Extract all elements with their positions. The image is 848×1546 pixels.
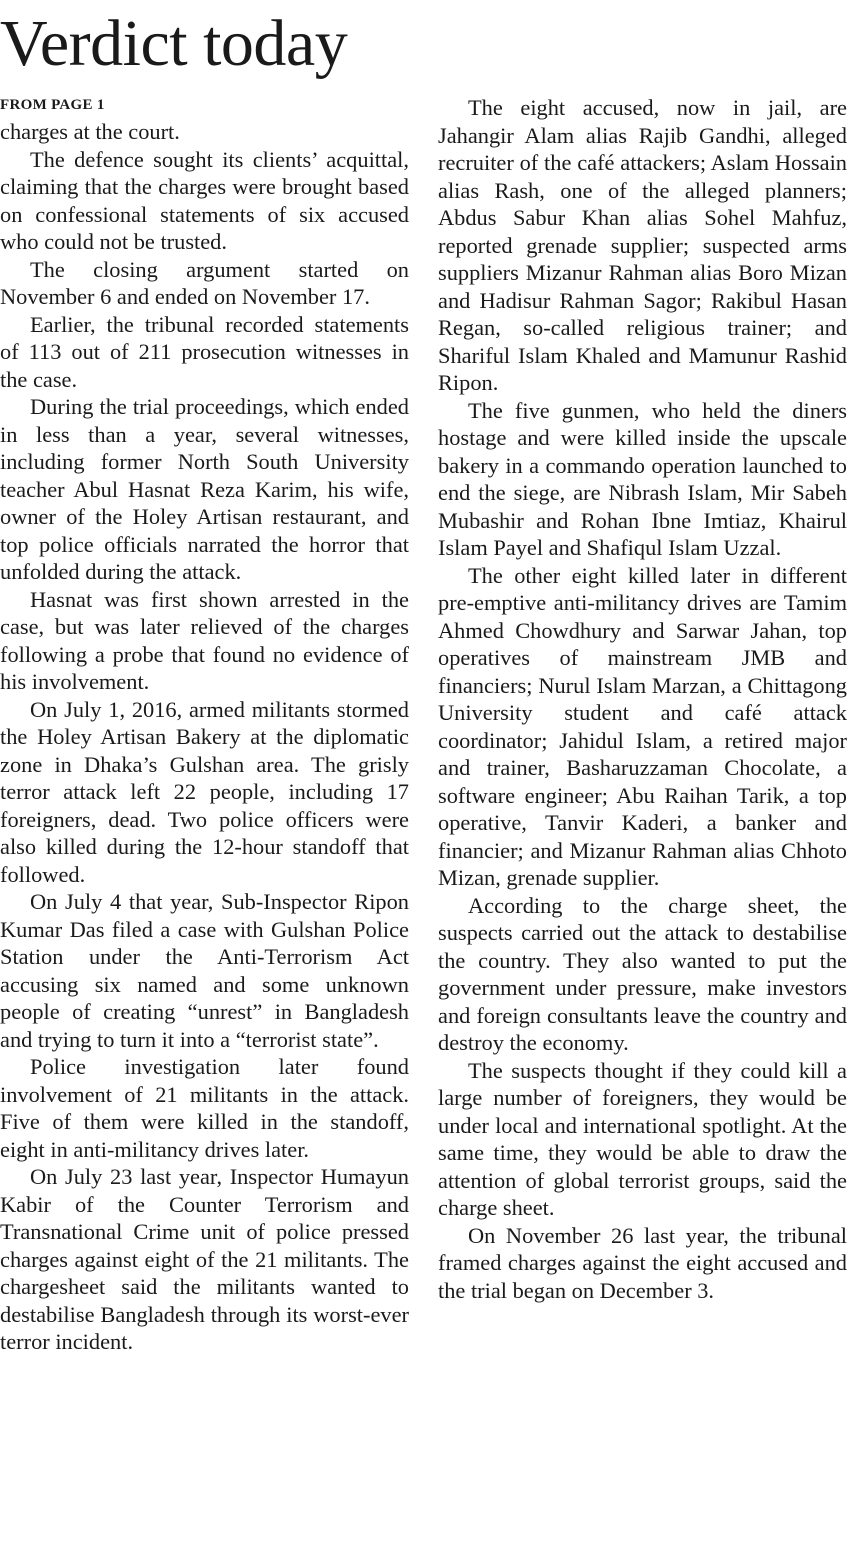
article-paragraph: During the trial proceedings, which ended in less than a year, several witnesses, including former North South University teacher Abul Hasnat Reza Karim, his wife, owner of the Holey Artisan restaurant, and top police officials narrated the horror that unfolded during the attack. xyxy=(0,394,409,584)
article-paragraph: The five gunmen, who held the diners hostage and were killed inside the upscale bakery in a commando operation launched to end the siege, are Nibrash Islam, Mir Sabeh Mubashir and Rohan Ibne Imtiaz, Khairul Islam Payel and Shafiqul Islam Uzzal. xyxy=(438,397,847,560)
article-paragraph: On July 1, 2016, armed militants stormed the Holey Artisan Bakery at the diplomatic zone in Dhaka’s Gulshan area. The grisly terror attack left 22 people, including 17 foreigners, dead. Two police officers were also killed during the 12-hour standoff that followed. xyxy=(0,696,409,887)
article-paragraph: Police investigation later found involvement of 21 militants in the attack. Five of them were killed in the standoff, eight in anti-militancy drives later. xyxy=(0,1054,409,1162)
article-column-right xyxy=(438,94,847,1304)
jump-label: FROM PAGE 1 xyxy=(0,97,105,113)
article-paragraph: The other eight killed later in different pre-emptive anti-militancy drives are Tamim Ahmed Chowdhury and Sarwar Jahan, top operatives of mainstream JMB and financiers; Nurul Islam Marzan, a Chittagong University student and café attack coordinator; Jahidul Islam, a retired major and trainer, Basharuzzaman Chocolate, a software engineer; Abu Raihan Tarik, a top operative, Tanvir Kaderi, a banker and financier; and Mizanur Rahman alias Chhoto Mizan, grenade supplier. xyxy=(438,562,847,890)
article-paragraph: Hasnat was first shown arrested in the case, but was later relieved of the charges following a probe that found no evidence of his involvement. xyxy=(0,586,409,694)
article-paragraph: The eight accused, now in jail, are Jahangir Alam alias Rajib Gandhi, alleged recruiter of the café attackers; Aslam Hossain alias Rash, one of the alleged planners; Abdus Sabur Khan alias Sohel Mahfuz, reported grenade supplier; suspected arms suppliers Mizanur Rahman alias Boro Mizan and Hadisur Rahman Sagor; Rakibul Hasan Regan, so-called religious trainer; and Shariful Islam Khaled and Mamunur Rashid Ripon. xyxy=(438,95,847,395)
article-paragraph: On November 26 last year, the tribunal framed charges against the eight accused and the trial began on December 3. xyxy=(438,1222,847,1303)
article-paragraph: According to the charge sheet, the suspects carried out the attack to destabilise the country. They also wanted to put the government under pressure, make investors and foreign consultants leave the country and destroy the economy. xyxy=(438,892,847,1055)
article-paragraph: On July 4 that year, Sub-Inspector Ripon Kumar Das filed a case with Gulshan Police Station under the Anti-Terrorism Act accusing six named and some unknown people of creating “unrest” in Bangladesh and trying to turn it into a “terrorist state”. xyxy=(0,889,409,1052)
article-paragraph: On July 23 last year, Inspector Humayun Kabir of the Counter Terrorism and Transnational Crime unit of police pressed charges against eight of the 21 militants. The chargesheet said the militants wanted to destabilise Bangladesh through its worst-ever terror incident. xyxy=(0,1164,409,1354)
article-paragraph: The closing argument started on November 6 and ended on November 17. xyxy=(0,256,409,309)
article-column-left xyxy=(0,92,409,1356)
article-paragraph: Earlier, the tribunal recorded statements of 113 out of 211 prosecution witnesses in the case. xyxy=(0,311,409,392)
article-paragraph: charges at the court. xyxy=(0,119,180,144)
article-paragraph: The defence sought its clients’ acquittal, claiming that the charges were brought based on confessional statements of six accused who could not be trusted. xyxy=(0,146,409,254)
article-paragraph: The suspects thought if they could kill a large number of foreigners, they would be under local and international spotlight. At the same time, they would be able to draw the attention of global terrorist groups, said the charge sheet. xyxy=(438,1057,847,1220)
headline: Verdict today xyxy=(0,7,348,80)
